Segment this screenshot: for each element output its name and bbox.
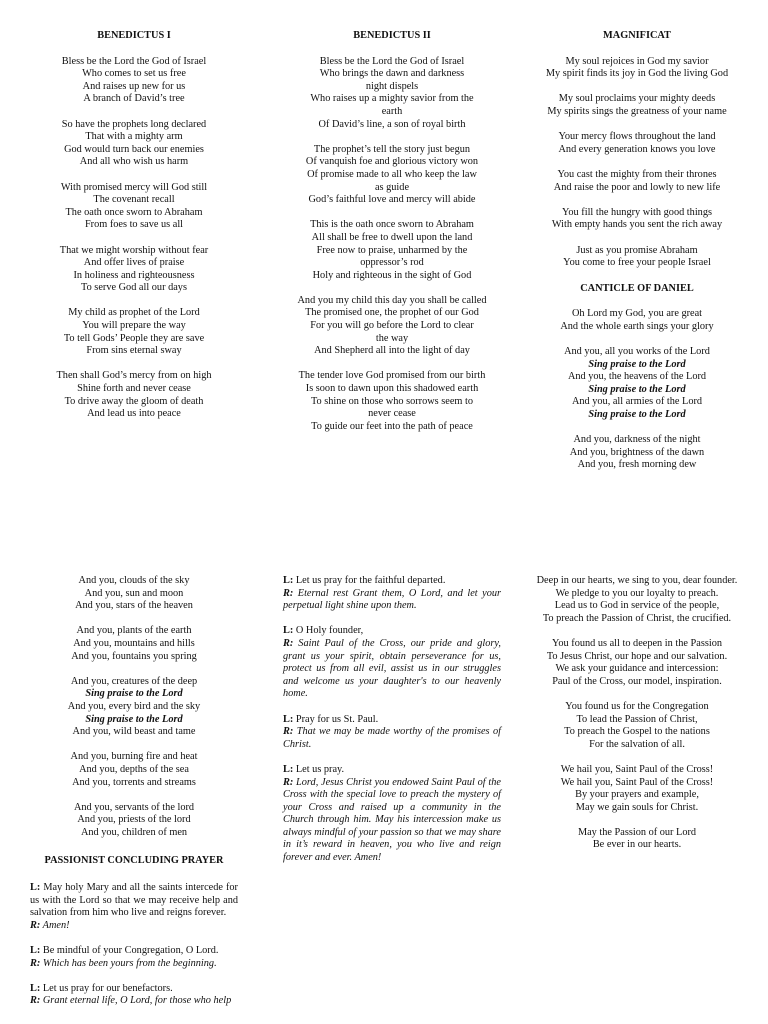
benedictus-2-line: And Shepherd all into the light of day: [314, 345, 470, 357]
benedictus-2-line: Of David’s line, a son of royal birth: [318, 118, 466, 130]
benedictus-1-line: With promised mercy will God still: [60, 181, 208, 193]
benedictus-2-line: The prophet’s tell the story just begun: [313, 143, 471, 155]
benedictus-1-body: [30, 56, 238, 421]
benedictus-1-line: From sins eternal sway: [86, 345, 182, 357]
hymn-line: Be ever in our hearts.: [592, 839, 682, 851]
magnificat-line: My spirit finds its joy in God the living God: [545, 68, 729, 80]
response-label: R:: [30, 919, 41, 931]
magnificat-line: My soul proclaims your mighty deeds: [558, 93, 716, 105]
daniel-line: And you, torrents and streams: [72, 776, 196, 788]
benedictus-2-line: as guide: [374, 181, 410, 193]
benedictus-2-line: God’s faithful love and mercy will abide: [308, 194, 476, 206]
hymn-stanza: [528, 575, 746, 625]
hymn-stanza: [528, 638, 746, 688]
benedictus-2-stanza: [283, 144, 501, 207]
magnificat-line: You come to free your people Israel: [563, 257, 711, 269]
magnificat-line: My spirits sings the greatness of your name: [547, 105, 727, 117]
hymn-stanza: [528, 827, 746, 852]
concluding-prayer-item: [30, 945, 238, 970]
refrain-line: Sing praise to the Lord: [588, 409, 686, 421]
concluding-prayer-item: [30, 983, 238, 1008]
leader-text: Pray for us St. Paul.: [293, 713, 379, 725]
magnificat-body: [528, 56, 746, 270]
benedictus-1-line: From foes to save us all: [84, 219, 184, 231]
benedictus-2-line: Bless be the Lord the God of Israel: [319, 55, 465, 67]
daniel-line: And you, children of men: [80, 826, 188, 838]
magnificat-line: Just as you promise Abraham: [576, 244, 698, 256]
response-label: R:: [30, 995, 41, 1007]
daniel-stanza: [528, 308, 746, 333]
daniel-stanza: [30, 751, 238, 789]
canticle-of-daniel-body-bottom: [30, 575, 238, 839]
benedictus-2-column: [283, 30, 501, 446]
daniel-line: And you, darkness of the night: [573, 434, 701, 446]
benedictus-2-line: This is the oath once sworn to Abraham: [310, 219, 474, 231]
benedictus-1-line: The covenant recall: [93, 194, 175, 206]
benedictus-1-line: And all who wish us harm: [79, 156, 189, 168]
benedictus-2-line: To shine on those who sorrows seem to: [310, 395, 473, 407]
benedictus-2-line: earth: [381, 105, 403, 117]
benedictus-1-line: Who comes to set us free: [82, 68, 186, 80]
benedictus-1-stanza: [30, 370, 238, 420]
benedictus-2-line: Who brings the dawn and darkness: [319, 68, 465, 80]
daniel-line: And you, fountains you spring: [71, 650, 197, 662]
leader-text: May holy Mary and all the saints intercede for us with the Lord so that we may receive help and salvation from him who live and reigns forever.: [30, 882, 238, 919]
refrain-line: Sing praise to the Lord: [588, 358, 686, 370]
benedictus-1-line: In holiness and righteousness: [73, 269, 195, 281]
hymn-line: By your prayers and example,: [575, 789, 699, 801]
daniel-line: And you, all armies of the Lord: [571, 396, 703, 408]
response-text: Eternal rest Grant them, O Lord, and let your perpetual light shine upon them.: [283, 587, 501, 612]
daniel-line: And you, sun and moon: [84, 587, 184, 599]
hymn-line: To lead the Passion of Christ,: [576, 713, 698, 725]
response-label: R:: [283, 726, 294, 738]
benedictus-2-stanza: [283, 56, 501, 132]
prayer-item: [283, 714, 501, 752]
benedictus-2-line: All shall be free to dwell upon the land: [311, 231, 473, 243]
hymn-line: We ask your guidance and intercession:: [555, 663, 719, 675]
benedictus-1-stanza: [30, 56, 238, 106]
leader-text: Let us pray for the faithful departed.: [293, 575, 446, 586]
hymn-line: We hail you, Saint Paul of the Cross!: [560, 776, 714, 788]
benedictus-2-line: The tender love God promised from our birth: [298, 370, 486, 382]
daniel-line: And you, depths of the sea: [79, 763, 189, 775]
benedictus-1-line: To tell Gods’ People they are save: [63, 332, 205, 344]
benedictus-1-stanza: [30, 245, 238, 295]
daniel-line: And you, clouds of the sky: [78, 575, 190, 586]
hymn-line: We hail you, Saint Paul of the Cross!: [560, 763, 714, 775]
response-text: Grant eternal life, O Lord, for those who help: [40, 995, 232, 1007]
prayer-item: [283, 625, 501, 701]
prayer-item: [283, 764, 501, 865]
daniel-line: And you, creatures of the deep: [70, 675, 198, 687]
benedictus-1-line: The oath once sworn to Abraham: [65, 206, 203, 218]
leader-text: Let us pray.: [293, 763, 345, 775]
daniel-line: And you, brightness of the dawn: [569, 446, 705, 458]
concluding-prayer-body: [30, 882, 238, 1008]
daniel-line: And you, wild beast and tame: [72, 726, 196, 738]
daniel-line: And you, burning fire and heat: [70, 751, 198, 763]
benedictus-1-line: And lead us into peace: [87, 408, 181, 420]
benedictus-2-line: oppressor’s rod: [360, 257, 424, 269]
response-label: R:: [283, 776, 294, 788]
magnificat-stanza: [528, 93, 746, 118]
benedictus-1-line: Then shall God’s mercy from on high: [56, 370, 212, 382]
response-label: R:: [30, 957, 41, 969]
benedictus-1-stanza: [30, 307, 238, 357]
daniel-line: And you, servants of the lord: [73, 801, 195, 813]
benedictus-2-line: For you will go before the Lord to clear: [310, 320, 474, 332]
leader-text: Let us pray for our benefactors.: [40, 982, 173, 994]
refrain-line: Sing praise to the Lord: [588, 383, 686, 395]
benedictus-1-title: BENEDICTUS I: [97, 30, 171, 41]
hymn-line: To preach the Passion of Christ, the crucified.: [542, 612, 732, 624]
magnificat-title: MAGNIFICAT: [603, 30, 671, 41]
hymn-line: Lead us to God in service of the people,: [554, 600, 720, 612]
daniel-line: And the whole earth sings your glory: [560, 320, 714, 332]
benedictus-1-line: My child as prophet of the Lord: [68, 307, 200, 319]
leader-label: L:: [283, 763, 294, 775]
magnificat-stanza: [528, 56, 746, 81]
benedictus-2-line: Holy and righteous in the sight of God: [312, 269, 472, 281]
founder-hymn-body: [528, 575, 746, 852]
refrain-line: Sing praise to the Lord: [85, 688, 183, 700]
magnificat-line: With empty hands you sent the rich away: [551, 219, 723, 231]
magnificat-stanza: [528, 169, 746, 194]
response-label: R:: [283, 587, 294, 599]
hymn-line: We pledge to you our loyalty to preach.: [555, 587, 719, 599]
refrain-line: Sing praise to the Lord: [85, 713, 183, 725]
response-text: Amen!: [40, 919, 70, 931]
magnificat-stanza: [528, 207, 746, 232]
leader-text: O Holy founder,: [293, 625, 364, 637]
response-text: Saint Paul of the Cross, our pride and glory, grant us your spirit, obtain perseverance for us, protect us from all evil, assist us in our struggles and welcome us your daughter's to our heavenly home.: [283, 637, 501, 700]
magnificat-stanza: [528, 245, 746, 270]
response-label: R:: [283, 637, 294, 649]
benedictus-2-line: Of vanquish foe and glorious victory won: [305, 156, 479, 168]
benedictus-2-line: The promised one, the prophet of our God: [305, 307, 479, 319]
daniel-line: And you, every bird and the sky: [67, 700, 201, 712]
benedictus-2-line: Of promise made to all who keep the law: [307, 168, 477, 180]
magnificat-stanza: [528, 131, 746, 156]
benedictus-2-stanza: [283, 219, 501, 282]
response-text: Lord, Jesus Christ you endowed Saint Paul of the Cross with the special love to preach the mystery of your Cross and raised up a community in the Church through him. May his intercession make us always mindful of your passion so that we may share in it’s reward in heaven, you who live and reign forever and ever. Amen!: [283, 776, 501, 864]
hymn-line: Deep in our hearts, we sing to you, dear founder.: [536, 575, 738, 586]
benedictus-1-line: That we might worship without fear: [59, 244, 209, 256]
daniel-line: And you, stars of the heaven: [75, 600, 193, 612]
daniel-line: And you, mountains and hills: [73, 637, 195, 649]
magnificat-line: And raise the poor and lowly to new life: [553, 181, 721, 193]
leader-text: Be mindful of your Congregation, O Lord.: [40, 945, 219, 957]
benedictus-1-line: A branch of David’s tree: [83, 93, 185, 105]
benedictus-1-stanza: [30, 182, 238, 232]
benedictus-2-line: Who raises up a mighty savior from the: [310, 93, 474, 105]
prayers-column: [283, 575, 501, 877]
leader-label: L:: [283, 625, 294, 637]
leader-label: L:: [283, 575, 294, 586]
benedictus-1-line: Shine forth and never cease: [77, 383, 191, 395]
benedictus-1-line: To drive away the gloom of death: [64, 395, 204, 407]
benedictus-2-stanza: [283, 370, 501, 433]
benedictus-1-column: [30, 30, 238, 433]
benedictus-1-line: So have the prophets long declared: [61, 118, 207, 130]
concluding-prayer-title: PASSIONIST CONCLUDING PRAYER: [44, 855, 224, 867]
response-text: Which has been yours from the beginning.: [40, 957, 217, 969]
benedictus-1-line: God would turn back our enemies: [64, 143, 204, 155]
hymn-line: To preach the Gospel to the nations: [564, 726, 710, 738]
daniel-continued-column: [30, 575, 238, 1021]
leader-label: L:: [283, 713, 294, 725]
leader-label: L:: [30, 882, 41, 894]
magnificat-line: Your mercy flows throughout the land: [558, 131, 716, 143]
benedictus-1-line: And raises up new for us: [82, 80, 186, 92]
daniel-stanza: [528, 346, 746, 422]
hymn-line: May we gain souls for Christ.: [575, 801, 699, 813]
daniel-stanza: [30, 575, 238, 613]
canticle-of-daniel-title: CANTICLE OF DANIEL: [580, 282, 694, 294]
benedictus-2-line: never cease: [368, 408, 416, 420]
benedictus-2-line: And you my child this day you shall be called: [297, 294, 487, 306]
benedictus-1-line: To serve God all our days: [81, 282, 187, 294]
benedictus-2-line: Is soon to dawn upon this shadowed earth: [305, 383, 479, 395]
benedictus-2-line: Free now to praise, unharmed by the: [316, 244, 468, 256]
hymn-line: Paul of the Cross, our model, inspiration.: [552, 675, 722, 687]
benedictus-2-body: [283, 56, 501, 434]
benedictus-2-title: BENEDICTUS II: [353, 30, 431, 41]
benedictus-2-line: To guide our feet into the path of peace: [311, 420, 473, 432]
daniel-stanza: [30, 802, 238, 840]
daniel-line: And you, priests of the lord: [77, 814, 191, 826]
daniel-stanza: [30, 676, 238, 739]
daniel-line: And you, plants of the earth: [76, 625, 192, 637]
magnificat-line: You cast the mighty from their thrones: [557, 168, 717, 180]
benedictus-1-line: You will prepare the way: [82, 320, 186, 332]
leader-label: L:: [30, 982, 41, 994]
prayers-body: [283, 575, 501, 865]
daniel-line: And you, the heavens of the Lord: [567, 371, 707, 383]
hymn-line: You found us all to deepen in the Passion: [552, 637, 722, 649]
prayer-item: [283, 575, 501, 613]
hymn-line: May the Passion of our Lord: [577, 826, 697, 838]
daniel-stanza: [528, 434, 746, 472]
benedictus-1-line: Bless be the Lord the God of Israel: [61, 55, 207, 67]
magnificat-line: My soul rejoices in God my savior: [565, 55, 709, 67]
benedictus-2-line: the way: [375, 332, 409, 344]
magnificat-line: You fill the hungry with good things: [562, 206, 712, 218]
magnificat-line: And every generation knows you love: [558, 143, 716, 155]
leader-label: L:: [30, 945, 41, 957]
hymn-line: You found us for the Congregation: [565, 700, 709, 712]
concluding-prayer-item: [30, 882, 238, 932]
hymn-line: To Jesus Christ, our hope and our salvation.: [546, 650, 728, 662]
hymn-line: For the salvation of all.: [589, 738, 685, 750]
daniel-line: And you, all you works of the Lord: [564, 346, 710, 358]
benedictus-1-line: And offer lives of praise: [83, 257, 185, 269]
benedictus-2-line: night dispels: [365, 80, 419, 92]
response-text: That we may be made worthy of the promises of Christ.: [283, 726, 501, 750]
canticle-of-daniel-body-top: [528, 308, 746, 472]
magnificat-column: [528, 30, 746, 485]
daniel-line: Oh Lord my God, you are great: [571, 308, 703, 320]
founder-hymn-column: [528, 575, 746, 865]
benedictus-1-line: That with a mighty arm: [85, 131, 183, 143]
daniel-line: And you, fresh morning dew: [577, 459, 697, 471]
benedictus-2-stanza: [283, 295, 501, 358]
hymn-stanza: [528, 701, 746, 751]
hymn-stanza: [528, 764, 746, 814]
daniel-stanza: [30, 625, 238, 663]
benedictus-1-stanza: [30, 119, 238, 169]
